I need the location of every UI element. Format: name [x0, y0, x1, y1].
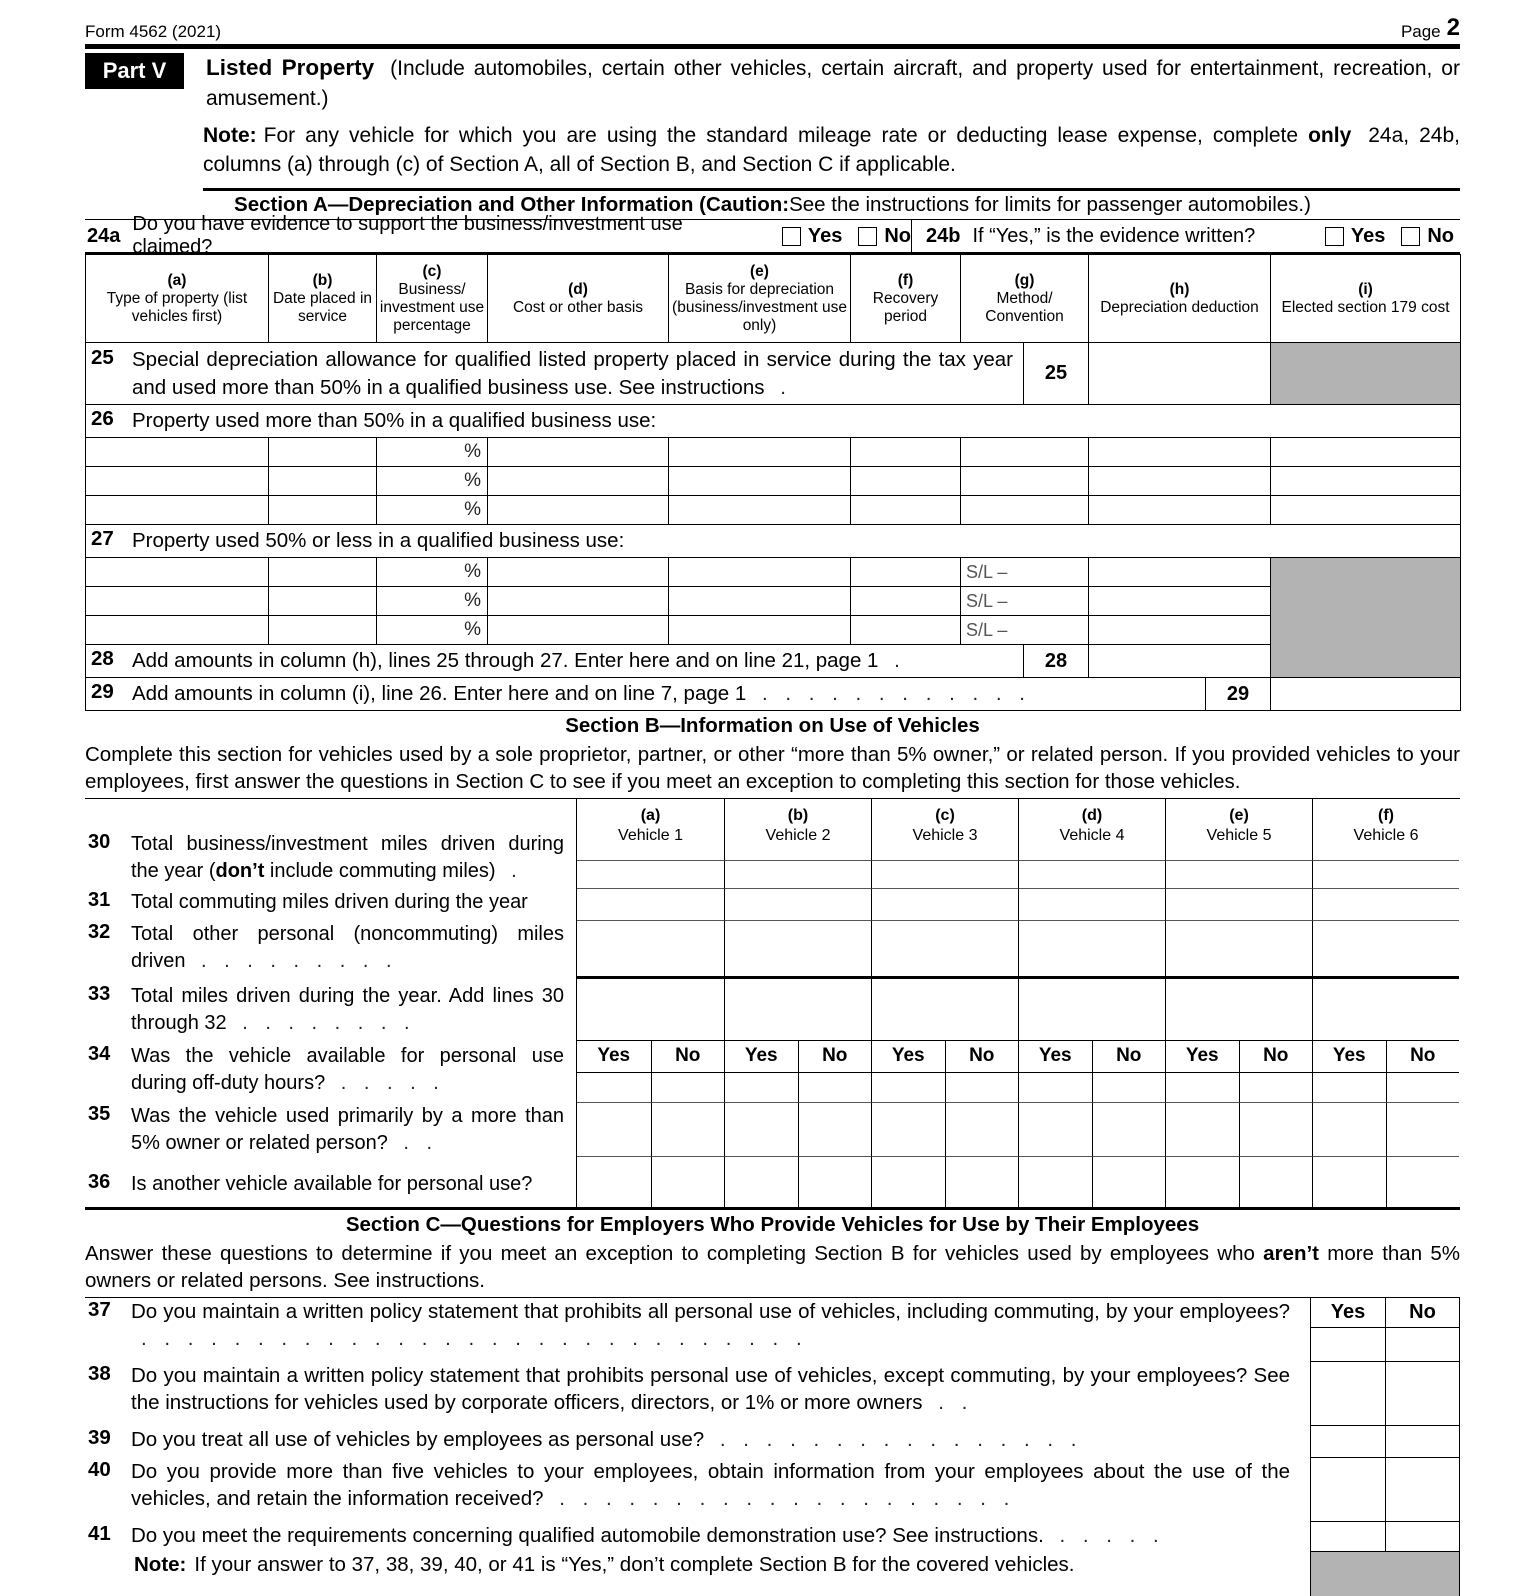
- q24a-answers: [766, 225, 911, 248]
- percent-sign: %: [464, 499, 481, 520]
- entry-cell[interactable]: [269, 558, 377, 587]
- line-31-vehicle-6-entry[interactable]: [1312, 889, 1459, 921]
- label-24b-no: No: [1427, 224, 1454, 247]
- line-36-yes-cell[interactable]: [1165, 1157, 1239, 1207]
- part-v-badge: Part V: [85, 53, 184, 89]
- entry-cell[interactable]: [851, 587, 961, 616]
- line-26-label-row: [86, 405, 1461, 438]
- entry-cell[interactable]: [851, 467, 961, 496]
- percent-sign: %: [464, 619, 481, 640]
- line-28-row: [86, 645, 1461, 678]
- line-34-yes-cell[interactable]: [1018, 1073, 1092, 1103]
- col-a-header: (a) Type of property (list vehicles first): [86, 255, 269, 343]
- section-a-table: [85, 254, 1461, 711]
- page-header: [85, 16, 1460, 42]
- line-32-vehicle-2-entry[interactable]: [724, 921, 871, 979]
- line-40-no-cell[interactable]: [1385, 1458, 1460, 1522]
- percent-cell[interactable]: [377, 467, 488, 496]
- entry-cell[interactable]: [1271, 496, 1461, 525]
- line-27-text: Property used 50% or less in a qualified business use:: [132, 529, 625, 552]
- line-33-vehicle-2-entry[interactable]: [724, 979, 871, 1041]
- line-40-question: [85, 1458, 1310, 1522]
- line-25-row: [86, 343, 1461, 405]
- yes-header: Yes: [1310, 1298, 1385, 1328]
- label-24a-yes: Yes: [807, 224, 843, 247]
- line-30-vehicle-3-entry[interactable]: [871, 861, 1018, 889]
- line-27-entry-row-1: [86, 558, 1461, 587]
- entry-cell[interactable]: [488, 496, 669, 525]
- entry-cell[interactable]: [269, 438, 377, 467]
- page-indicator: [1401, 14, 1460, 42]
- line-38-text: Do you maintain a written policy statement that prohibits personal use of vehicles, except commuting, by your employees? See the instructions for vehicles used by corporate officers, directors, or 1% or more owners . .: [131, 1364, 1290, 1414]
- form-id: Form 4562 (2021): [85, 22, 222, 41]
- line-31-question: [85, 889, 576, 921]
- line-32-number: 32: [88, 921, 111, 943]
- line-33-vehicle-1-entry[interactable]: [577, 979, 724, 1041]
- entry-cell[interactable]: [851, 438, 961, 467]
- checkbox-24b-yes[interactable]: [1325, 227, 1344, 246]
- line-25-shaded-cell: [1271, 343, 1461, 405]
- line-37-number: 37: [88, 1298, 111, 1321]
- line-38-no-cell[interactable]: [1385, 1362, 1460, 1426]
- vehicle-6-header: (f) Vehicle 6: [1312, 799, 1459, 861]
- section-c-answer-grid: [1310, 1298, 1460, 1596]
- line-31-vehicle-1-entry[interactable]: [577, 889, 724, 921]
- line-27-label-cell: [86, 525, 1461, 558]
- entry-cell[interactable]: [1089, 496, 1271, 525]
- section-c-intro-text-2: more than 5% owners or related persons. See instructions.: [85, 1242, 1460, 1292]
- line-30-vehicle-1-entry[interactable]: [577, 861, 724, 889]
- line-29-row: [86, 678, 1461, 711]
- line-35-yes-cell[interactable]: [1312, 1103, 1386, 1157]
- line-26-entry-row-3: [86, 496, 1461, 525]
- line-35-no-cell[interactable]: [798, 1103, 872, 1157]
- line-36-no-cell[interactable]: [798, 1157, 872, 1207]
- line-36-yes-cell[interactable]: [871, 1157, 945, 1207]
- line-25-box-label: 25: [1024, 343, 1089, 405]
- line-29-number: 29: [91, 680, 114, 703]
- line-35-text: Was the vehicle used primarily by a more than 5% owner or related person? . .: [131, 1105, 564, 1154]
- line-29-box-label: 29: [1206, 678, 1271, 711]
- line-34-no-cell[interactable]: [1386, 1073, 1460, 1103]
- line-32-question: [85, 921, 576, 979]
- line-36-yes-cell[interactable]: [1312, 1157, 1386, 1207]
- line-39-question: [85, 1426, 1310, 1458]
- entry-cell[interactable]: [269, 496, 377, 525]
- line-28-entry[interactable]: [1089, 645, 1271, 678]
- line-32-vehicle-1-entry[interactable]: [577, 921, 724, 979]
- question-24a: [85, 213, 911, 258]
- line-28-text-cell: [86, 645, 1024, 678]
- line-31-number: 31: [88, 889, 111, 911]
- line-37-no-cell[interactable]: [1385, 1328, 1460, 1362]
- line-32-vehicle-5-entry[interactable]: [1165, 921, 1312, 979]
- line-37-question: [85, 1298, 1310, 1362]
- label-24a-no: No: [884, 224, 911, 247]
- no-header: No: [1092, 1041, 1166, 1073]
- entry-cell[interactable]: [669, 558, 851, 587]
- line-35-yes-cell[interactable]: [724, 1103, 798, 1157]
- line-36-no-cell[interactable]: [1386, 1157, 1460, 1207]
- line-36-question: [85, 1157, 576, 1207]
- line-36-yes-cell[interactable]: [1018, 1157, 1092, 1207]
- entry-cell[interactable]: [669, 587, 851, 616]
- no-header: No: [798, 1041, 872, 1073]
- vehicle-4-header: (d) Vehicle 4: [1018, 799, 1165, 861]
- line-33-vehicle-5-entry[interactable]: [1165, 979, 1312, 1041]
- label-24b-yes: Yes: [1350, 224, 1386, 247]
- page-number: 2: [1446, 14, 1460, 41]
- entry-cell[interactable]: [488, 438, 669, 467]
- sl-method-cell[interactable]: [961, 558, 1089, 587]
- page-label: Page: [1400, 22, 1441, 41]
- part-v-title-block: [184, 53, 1460, 114]
- line-34-yes-cell[interactable]: [1165, 1073, 1239, 1103]
- percent-sign: %: [464, 590, 481, 611]
- note-text-2: 24a, 24b, columns (a) through (c) of Section A, all of Section B, and Section C if applicable.: [203, 124, 1460, 176]
- col-e-header: (e) Basis for depreciation (business/investment use only): [669, 255, 851, 343]
- sl-method-cell[interactable]: [961, 616, 1089, 645]
- line-24b-number: 24b: [926, 224, 961, 247]
- line-27-28-shaded-cell: [1271, 558, 1461, 678]
- line-35-question: [85, 1103, 576, 1157]
- yes-header: Yes: [871, 1041, 945, 1073]
- line-34-no-cell[interactable]: [945, 1073, 1019, 1103]
- line-37-text: Do you maintain a written policy statement that prohibits all personal use of vehicles, including commuting, by your employees? . . . . . . . . . . . . . . . . . . . . . . . . . . . . .: [131, 1300, 1290, 1350]
- line-36-yes-cell[interactable]: [577, 1157, 651, 1207]
- entry-cell[interactable]: [669, 496, 851, 525]
- line-32-vehicle-6-entry[interactable]: [1312, 921, 1459, 979]
- line-40-number: 40: [88, 1458, 111, 1481]
- line-40-text: Do you provide more than five vehicles to your employees, obtain information from your employees about the use of the vehicles, and retain the information received? . . . . . . . . . . . . . . . . . . . .: [131, 1460, 1290, 1510]
- line-28-number: 28: [91, 647, 114, 670]
- column-header-row: [86, 255, 1461, 343]
- line-35-no-cell[interactable]: [1092, 1103, 1166, 1157]
- section-a-title-bold: Section A—Depreciation and Other Information (Caution:: [234, 193, 790, 216]
- line-33-text: Total miles driven during the year. Add lines 30 through 32 . . . . . . . .: [131, 985, 564, 1034]
- line-35-yes-cell[interactable]: [1165, 1103, 1239, 1157]
- line-30-vehicle-5-entry[interactable]: [1165, 861, 1312, 889]
- line-27-label-row: [86, 525, 1461, 558]
- line-35-number: 35: [88, 1103, 111, 1125]
- line-34-yes-cell[interactable]: [724, 1073, 798, 1103]
- line-28-text: Add amounts in column (h), lines 25 through 27. Enter here and on line 21, page 1 .: [132, 649, 900, 672]
- entry-cell[interactable]: [269, 587, 377, 616]
- line-34-no-cell[interactable]: [1239, 1073, 1313, 1103]
- question-24a-text: Do you have evidence to support the business/investment use claimed?: [132, 213, 683, 258]
- entry-cell[interactable]: [961, 467, 1089, 496]
- no-header: No: [1386, 1041, 1460, 1073]
- section-c-note-text: If your answer to 37, 38, 39, 40, or 41 is “Yes,” don’t complete Section B for the covered vehicles.: [194, 1553, 1075, 1576]
- entry-cell[interactable]: [269, 616, 377, 645]
- line-28-box-label: 28: [1024, 645, 1089, 678]
- section-c-note: [85, 1552, 1310, 1578]
- vehicle-3-header: (c) Vehicle 3: [871, 799, 1018, 861]
- entry-cell[interactable]: [86, 616, 269, 645]
- entry-cell[interactable]: [86, 587, 269, 616]
- sl-prefix: S/L –: [966, 590, 1008, 611]
- entry-cell[interactable]: [961, 496, 1089, 525]
- line-30-vehicle-2-entry[interactable]: [724, 861, 871, 889]
- line-30-question: [85, 799, 576, 889]
- col-d-header: (d) Cost or other basis: [488, 255, 669, 343]
- line-33-vehicle-3-entry[interactable]: [871, 979, 1018, 1041]
- entry-cell[interactable]: [851, 616, 961, 645]
- line-29-text-cell: [86, 678, 1206, 711]
- line-38-number: 38: [88, 1362, 111, 1385]
- line-34-yes-cell[interactable]: [1312, 1073, 1386, 1103]
- line-35-no-cell[interactable]: [1386, 1103, 1460, 1157]
- line-33-number: 33: [88, 983, 111, 1005]
- line-25-entry[interactable]: [1089, 343, 1271, 405]
- line-26-label-cell: [86, 405, 1461, 438]
- percent-sign: %: [464, 561, 481, 582]
- percent-sign: %: [464, 470, 481, 491]
- no-header: No: [945, 1041, 1019, 1073]
- line-26-number: 26: [91, 407, 114, 430]
- col-g-header: (g) Method/ Convention: [961, 255, 1089, 343]
- entry-cell[interactable]: [1271, 467, 1461, 496]
- sl-prefix: S/L –: [966, 619, 1008, 640]
- line-31-vehicle-2-entry[interactable]: [724, 889, 871, 921]
- entry-cell[interactable]: [269, 467, 377, 496]
- line-39-yes-cell[interactable]: [1310, 1426, 1385, 1458]
- line-41-yes-cell[interactable]: [1310, 1522, 1385, 1552]
- yes-header: Yes: [1165, 1041, 1239, 1073]
- line-39-no-cell[interactable]: [1385, 1426, 1460, 1458]
- part-v-title: Listed Property: [206, 55, 375, 80]
- line-31-vehicle-4-entry[interactable]: [1018, 889, 1165, 921]
- line-30-vehicle-4-entry[interactable]: [1018, 861, 1165, 889]
- section-b-table: [85, 798, 1460, 1210]
- yes-header: Yes: [724, 1041, 798, 1073]
- yes-header: Yes: [1018, 1041, 1092, 1073]
- line-32-vehicle-3-entry[interactable]: [871, 921, 1018, 979]
- section-b-questions: [85, 799, 577, 1207]
- entry-cell[interactable]: [669, 438, 851, 467]
- line-27-entry-row-3: [86, 616, 1461, 645]
- line-36-text: Is another vehicle available for personal use?: [131, 1173, 533, 1195]
- note-text-1: For any vehicle for which you are using the standard mileage rate or deducting lease expense, complete: [263, 124, 1309, 147]
- line-39-text: Do you treat all use of vehicles by employees as personal use? . . . . . . . . . . . . . . . .: [131, 1428, 1077, 1451]
- line-27-entry-row-2: [86, 587, 1461, 616]
- line-30-text: Total business/investment miles driven during the year (don’t include commuting miles) .: [131, 833, 564, 882]
- entry-cell[interactable]: [1089, 587, 1271, 616]
- vehicle-5-header: (e) Vehicle 5: [1165, 799, 1312, 861]
- line-24a-number: 24a: [87, 224, 121, 247]
- note-shaded-cell: [1310, 1552, 1460, 1596]
- section-c-questions: [85, 1298, 1310, 1596]
- line-32-vehicle-4-entry[interactable]: [1018, 921, 1165, 979]
- line-35-yes-cell[interactable]: [1018, 1103, 1092, 1157]
- entry-cell[interactable]: [488, 467, 669, 496]
- entry-cell[interactable]: [1089, 438, 1271, 467]
- line-35-no-cell[interactable]: [1239, 1103, 1313, 1157]
- yes-header: Yes: [577, 1041, 651, 1073]
- line-34-no-cell[interactable]: [798, 1073, 872, 1103]
- line-29-entry[interactable]: [1271, 678, 1461, 711]
- line-41-number: 41: [88, 1522, 111, 1545]
- col-f-header: (f) Recovery period: [851, 255, 961, 343]
- line-34-number: 34: [88, 1043, 111, 1065]
- section-c-title: Section C—Questions for Employers Who Provide Vehicles for Use by Their Employees: [345, 1212, 1200, 1236]
- line-35-no-cell[interactable]: [945, 1103, 1019, 1157]
- line-41-text: Do you meet the requirements concerning qualified automobile demonstration use? See instructions. . . . . .: [131, 1524, 1159, 1547]
- no-header: No: [1239, 1041, 1313, 1073]
- entry-cell[interactable]: [851, 558, 961, 587]
- line-30-number: 30: [88, 831, 111, 853]
- percent-sign: %: [464, 441, 481, 462]
- part-v-heading: [85, 53, 1460, 114]
- line-34-no-cell[interactable]: [1092, 1073, 1166, 1103]
- entry-cell[interactable]: [488, 558, 669, 587]
- part-v-note: [203, 121, 1460, 191]
- line-33-vehicle-4-entry[interactable]: [1018, 979, 1165, 1041]
- entry-cell[interactable]: [1089, 558, 1271, 587]
- percent-cell[interactable]: [377, 587, 488, 616]
- line-34-yes-cell[interactable]: [871, 1073, 945, 1103]
- line-34-question: [85, 1041, 576, 1103]
- no-header: No: [1385, 1298, 1460, 1328]
- section-c-note-label: Note:: [134, 1553, 187, 1576]
- entry-cell[interactable]: [1089, 467, 1271, 496]
- q24b-answers: [1309, 225, 1454, 248]
- line-26-entry-row-2: [86, 467, 1461, 496]
- part-v-subtitle: (Include automobiles, certain other vehicles, certain aircraft, and property used for entertainment, recreation, or amusement.): [206, 57, 1460, 110]
- yes-header: Yes: [1312, 1041, 1386, 1073]
- note-label: Note:: [203, 124, 257, 147]
- line-25-text: Special depreciation allowance for qualified listed property placed in service during the tax year and used more than 50% in a qualified business use. See instructions .: [132, 347, 1013, 399]
- entry-cell[interactable]: [86, 558, 269, 587]
- line-24-row: [85, 213, 1460, 258]
- line-31-vehicle-5-entry[interactable]: [1165, 889, 1312, 921]
- entry-cell[interactable]: [851, 496, 961, 525]
- percent-cell[interactable]: [377, 616, 488, 645]
- line-34-text: Was the vehicle available for personal use during off-duty hours? . . . . .: [131, 1045, 564, 1094]
- question-24b-text: If “Yes,” is the evidence written?: [972, 224, 1256, 247]
- line-36-no-cell[interactable]: [651, 1157, 725, 1207]
- entry-cell[interactable]: [488, 616, 669, 645]
- col-h-header: (h) Depreciation deduction: [1089, 255, 1271, 343]
- line-35-yes-cell[interactable]: [577, 1103, 651, 1157]
- section-a-title-rest: See the instructions for limits for passenger automobiles.): [789, 193, 1311, 216]
- line-32-text: Total other personal (noncommuting) miles driven . . . . . . . . .: [131, 923, 564, 972]
- section-b-title: Section B—Information on Use of Vehicles: [565, 713, 980, 737]
- section-b-intro: Complete this section for vehicles used by a sole proprietor, partner, or other “more than 5% owner,” or related person. If you provided vehicles to your employees, first answer the questions in Section C to see if you meet an exception to completing this section for those vehicles.: [85, 743, 1460, 793]
- section-c-intro-text-1: Answer these questions to determine if you meet an exception to completing Section B for vehicles used by employees who: [85, 1242, 1264, 1265]
- line-41-no-cell[interactable]: [1385, 1522, 1460, 1552]
- line-30-vehicle-6-entry[interactable]: [1312, 861, 1459, 889]
- entry-cell[interactable]: [669, 467, 851, 496]
- header-divider: [85, 44, 1460, 49]
- line-34-yes-cell[interactable]: [577, 1073, 651, 1103]
- line-39-number: 39: [88, 1426, 111, 1449]
- vehicle-1-header: (a) Vehicle 1: [577, 799, 724, 861]
- col-b-header: (b) Date placed in service: [269, 255, 377, 343]
- line-33-vehicle-6-entry[interactable]: [1312, 979, 1459, 1041]
- section-c-intro-bold: aren’t: [1263, 1242, 1319, 1265]
- line-26-entry-row-1: [86, 438, 1461, 467]
- line-31-vehicle-3-entry[interactable]: [871, 889, 1018, 921]
- line-36-yes-cell[interactable]: [724, 1157, 798, 1207]
- line-37-yes-cell[interactable]: [1310, 1328, 1385, 1362]
- checkbox-24a-no[interactable]: [858, 227, 877, 246]
- question-24b: [911, 220, 1460, 252]
- line-36-no-cell[interactable]: [1239, 1157, 1313, 1207]
- line-31-text: Total commuting miles driven during the year: [131, 891, 528, 913]
- col-c-header: (c) Business/ investment use percentage: [377, 255, 488, 343]
- entry-cell[interactable]: [488, 587, 669, 616]
- checkbox-24b-no[interactable]: [1401, 227, 1420, 246]
- line-33-question: [85, 979, 576, 1041]
- checkbox-24a-yes[interactable]: [782, 227, 801, 246]
- percent-cell[interactable]: [377, 496, 488, 525]
- col-i-header: (i) Elected section 179 cost: [1271, 255, 1461, 343]
- no-header: No: [651, 1041, 725, 1073]
- sl-prefix: S/L –: [966, 561, 1008, 582]
- entry-cell[interactable]: [1089, 616, 1271, 645]
- line-38-yes-cell[interactable]: [1310, 1362, 1385, 1426]
- sl-method-cell[interactable]: [961, 587, 1089, 616]
- entry-cell[interactable]: [86, 438, 269, 467]
- line-41-question: [85, 1522, 1310, 1552]
- section-c-table: [85, 1297, 1460, 1596]
- line-38-question: [85, 1362, 1310, 1426]
- entry-cell[interactable]: [961, 438, 1089, 467]
- line-29-text: Add amounts in column (i), line 26. Enter here and on line 7, page 1 . . . . . . . . . . . .: [132, 682, 1025, 705]
- section-c-intro: [85, 1239, 1460, 1297]
- note-bold: only: [1308, 124, 1352, 147]
- line-40-yes-cell[interactable]: [1310, 1458, 1385, 1522]
- vehicle-grid: [577, 799, 1459, 1207]
- entry-cell[interactable]: [1271, 438, 1461, 467]
- line-27-number: 27: [91, 527, 114, 550]
- entry-cell[interactable]: [86, 496, 269, 525]
- entry-cell[interactable]: [669, 616, 851, 645]
- vehicle-2-header: (b) Vehicle 2: [724, 799, 871, 861]
- percent-cell[interactable]: [377, 558, 488, 587]
- line-36-no-cell[interactable]: [945, 1157, 1019, 1207]
- line-25-text-cell: [86, 343, 1024, 405]
- percent-cell[interactable]: [377, 438, 488, 467]
- line-34-no-cell[interactable]: [651, 1073, 725, 1103]
- line-25-number: 25: [91, 345, 114, 369]
- line-36-number: 36: [88, 1171, 111, 1193]
- entry-cell[interactable]: [86, 467, 269, 496]
- line-35-yes-cell[interactable]: [871, 1103, 945, 1157]
- line-35-no-cell[interactable]: [651, 1103, 725, 1157]
- line-26-text: Property used more than 50% in a qualified business use:: [132, 409, 657, 432]
- line-36-no-cell[interactable]: [1092, 1157, 1166, 1207]
